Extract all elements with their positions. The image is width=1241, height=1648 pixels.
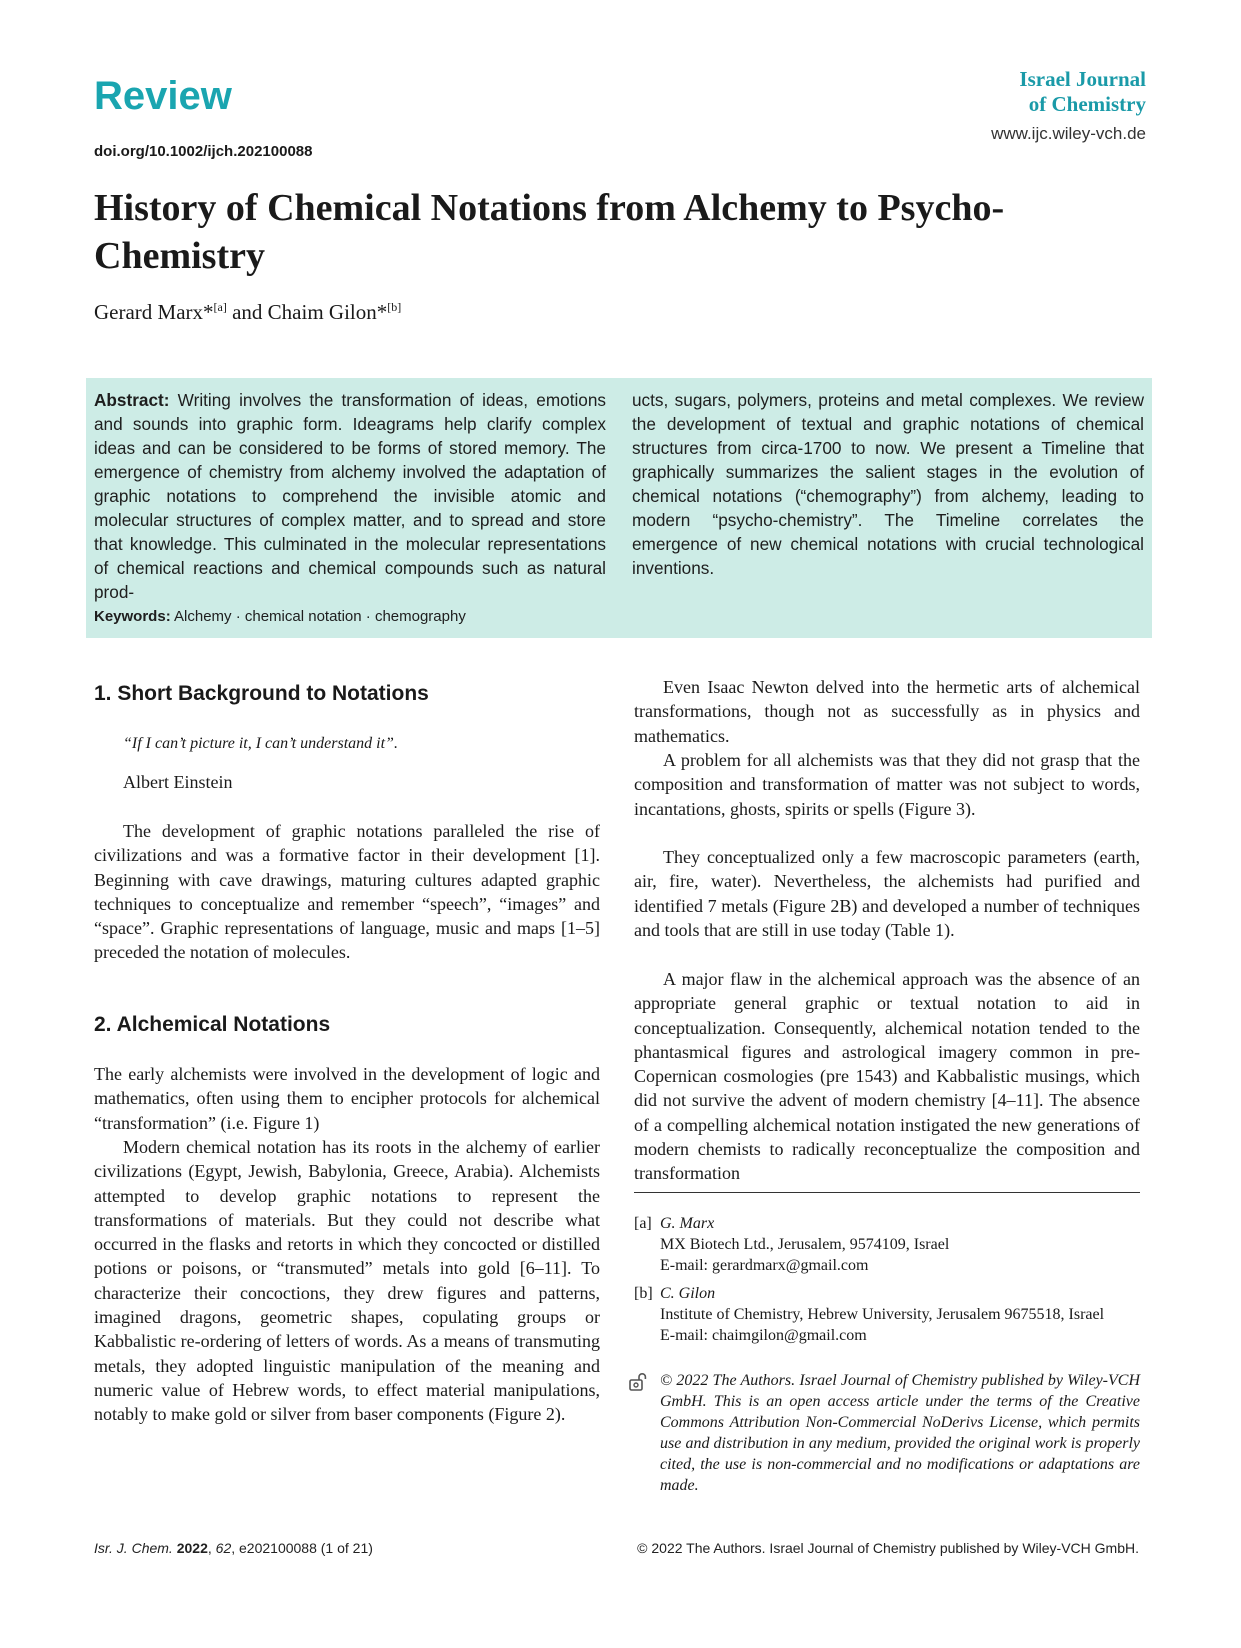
citation-footer: Isr. J. Chem. 2022, 62, e202100088 (1 of 21): [94, 1540, 373, 1556]
footnote-author-name: C. Gilon: [660, 1285, 716, 1302]
doi-link[interactable]: doi.org/10.1002/ijch.202100088: [94, 143, 313, 160]
copyright-footer: © 2022 The Authors. Israel Journal of Chemistry published by Wiley-VCH GmbH.: [637, 1540, 1139, 1556]
author-list: [94, 300, 401, 325]
article-title: History of Chemical Notations from Alchemy to Psycho-Chemistry: [94, 187, 1005, 277]
epigraph-quote: “If I can’t picture it, I can’t understand it”.: [123, 735, 398, 752]
body-paragraph: Even Isaac Newton delved into the hermetic arts of alchemical transformations, though not as successfully as in physics and mathematics.: [634, 677, 1140, 746]
abstract-box: [86, 378, 1152, 638]
license-statement: © 2022 The Authors. Israel Journal of Chemistry published by Wiley-VCH GmbH. This is an open access article under the terms of the Creative Commons Attribution Non-Commercial NoDerivs License, which permits use and distribution in any medium, provided the original work is properly cited, the use is non-commercial and no modifications or adaptations are made.: [660, 1372, 1140, 1494]
body-paragraph: The development of graphic notations paralleled the rise of civilizations and was a formative factor in their development [1]. Beginning with cave drawings, maturing cultures adapted graphic techniques to conceptualize and remember “speech”, “images” and “space”. Graphic representations of language, music and maps [1–5] preceded the notation of molecules.: [94, 821, 600, 963]
abstract-label: Abstract:: [94, 390, 170, 410]
journal-url[interactable]: www.ijc.wiley-vch.de: [991, 124, 1146, 143]
section-heading-2: 2. Alchemical Notations: [94, 1013, 331, 1036]
body-paragraph: Modern chemical notation has its roots in the alchemy of earlier civilizations (Egypt, Jewish, Babylonia, Greece, Arabia). Alchemists attempted to develop graphic notations to represent the transformations of materials. But they could not describe what occurred in the flasks and retorts in which they concocted or distilled potions or poisons, or “transmuted” metals into gold [6–11]. To characterize their concoctions, they drew figures and patterns, imagined dragons, geometric shapes, copulating groups or Kabbalistic re-ordering of letters of words. As a means of transmuting metals, they adopted linguistic manipulation of the meaning and numeric value of Hebrew words, to effect material manipulations, notably to make gold or silver from baser components (Figure 2).: [94, 1137, 600, 1425]
keywords-list: Alchemy · chemical notation · chemography: [170, 608, 466, 625]
journal-name-line2: of Chemistry: [1028, 92, 1146, 116]
footnote-email[interactable]: E-mail: gerardmarx@gmail.com: [660, 1257, 869, 1274]
abstract-text-right: ucts, sugars, polymers, proteins and metal complexes. We review the development of textual and graphic notations of chemical structures from circa-1700 to now. We present a Timeline that graphically summarizes the salient stages in the evolution of chemical notations (“chemography”) from alchemy, leading to modern “psycho-chemistry”. The Timeline correlates the emergence of new chemical notations with crucial technological inventions.: [632, 390, 1144, 578]
open-access-lock-icon: [628, 1372, 648, 1392]
author-1: Gerard Marx*: [94, 300, 214, 324]
footnote-email[interactable]: E-mail: chaimgilon@gmail.com: [660, 1327, 867, 1344]
body-paragraph: They conceptualized only a few macroscopic parameters (earth, air, fire, water). Nevertheless, the alchemists had purified and identified 7 metals (Figure 2B) and developed a number of techniques and tools that are still in use today (Table 1).: [634, 847, 1140, 940]
footnote-divider: [634, 1192, 1140, 1193]
footnote-tag-a: [a]: [634, 1215, 652, 1232]
author-1-affil-mark: [a]: [213, 300, 227, 314]
footnote-affiliation: Institute of Chemistry, Hebrew University, Jerusalem 9675518, Israel: [660, 1306, 1105, 1323]
keywords-label: Keywords:: [94, 608, 171, 625]
footnote-affiliation-b: [634, 1283, 1140, 1346]
body-paragraph: A problem for all alchemists was that they did not grasp that the composition and transformation of matter was not subject to words, incantations, ghosts, spirits or spells (Figure 3).: [634, 750, 1140, 819]
author-2-affil-mark: [b]: [387, 300, 402, 314]
footnote-author-name: G. Marx: [660, 1215, 715, 1232]
body-paragraph: A major flaw in the alchemical approach was the absence of an appropriate general graphic or textual notation to aid in conceptualization. Consequently, alchemical notation tended to the phantasmical figures and astrological imagery common in pre-Copernican cosmologies (pre 1543) and Kabbalistic musings, which did not survive the advent of modern chemistry [4–11]. The absence of a compelling alchemical notation instigated the new generations of modern chemists to radically reconceptualize the composition and transformation: [634, 969, 1140, 1184]
footnote-affiliation-a: [634, 1213, 1140, 1276]
abstract-left-column: [94, 388, 606, 604]
citation-year: 2022: [176, 1540, 208, 1556]
epigraph-author: Albert Einstein: [123, 772, 233, 792]
abstract-text-left: Writing involves the transformation of ideas, emotions and sounds into graphic form. Ideagrams help clarify complex ideas and can be considered to be forms of stored memory. The emergence of chemistry from alchemy involved the adaptation of graphic notations to comprehend the invisible atomic and molecular structures of complex matter, and to spread and store that knowledge. This culminated in the molecular representations of chemical reactions and chemical compounds such as natural prod-: [94, 390, 606, 602]
journal-logo: [1019, 67, 1146, 117]
journal-name-line1: Israel Journal: [1019, 67, 1146, 91]
citation-volume: 62: [215, 1540, 232, 1556]
section-heading-1: 1. Short Background to Notations: [94, 682, 429, 705]
keywords: [94, 608, 466, 625]
citation-article-id: , e202100088 (1 of 21): [231, 1540, 373, 1556]
footnote-tag-b: [b]: [634, 1285, 653, 1302]
body-paragraph: The early alchemists were involved in the development of logic and mathematics, often using them to encipher protocols for alchemical “transformation” (i.e. Figure 1): [94, 1064, 600, 1133]
section-label: Review: [94, 74, 232, 118]
author-2: and Chaim Gilon*: [226, 300, 388, 324]
journal-abbreviation: Isr. J. Chem.: [94, 1540, 173, 1556]
footnote-affiliation: MX Biotech Ltd., Jerusalem, 9574109, Israel: [660, 1236, 950, 1253]
